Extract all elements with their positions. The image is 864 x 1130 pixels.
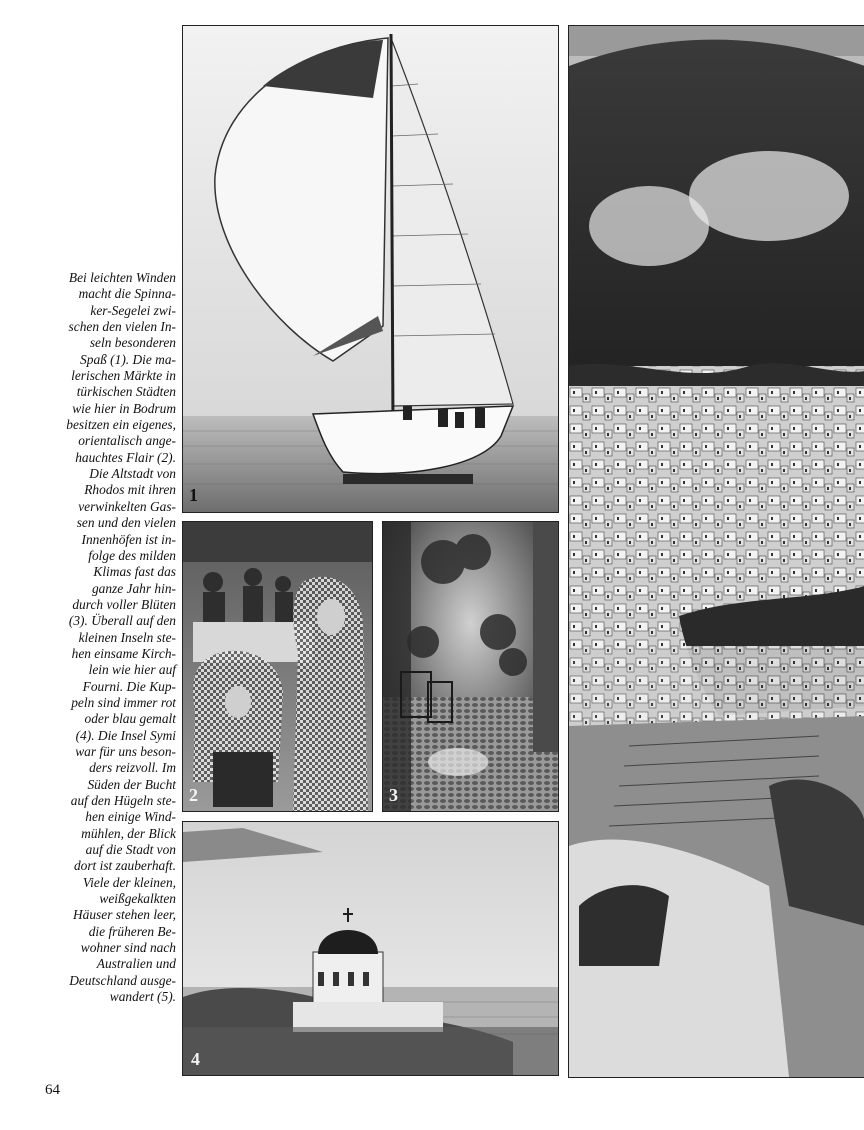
courtyard-image — [383, 522, 558, 811]
chapel-image — [183, 822, 558, 1075]
caption-line: die früheren Be- — [88, 923, 176, 939]
caption-line: auf die Stadt von — [85, 842, 176, 858]
caption-line: wohner sind nach — [80, 940, 176, 956]
caption-line: Süden der Bucht — [87, 776, 176, 792]
caption-line: folge des milden — [88, 547, 176, 563]
caption-line: seln besonderen — [89, 335, 176, 351]
caption-line: oder blau gemalt — [84, 711, 176, 727]
caption-line: Innenhöfen ist in- — [81, 531, 176, 547]
caption-line: Rhodos mit ihren — [84, 482, 176, 498]
caption-line: Viele der kleinen, — [82, 874, 176, 890]
caption-line: kleinen Inseln ste- — [78, 629, 176, 645]
caption-line: ders reizvoll. Im — [89, 760, 176, 776]
caption-line: auf den Hügeln ste- — [70, 793, 176, 808]
photo-number-4: 4 — [191, 1049, 200, 1069]
caption-line: lein wie hier auf — [88, 662, 176, 678]
market-image — [183, 522, 372, 811]
page-number: 64 — [45, 1082, 60, 1098]
photo-number-3: 3 — [389, 785, 398, 805]
caption-line: hen einige Wind- — [85, 809, 176, 825]
caption-line: Fourni. Die Kup- — [82, 678, 176, 694]
caption-line: Klimas fast das — [93, 564, 176, 580]
photo-sailboat — [182, 25, 559, 513]
caption-line: ker-Segelei zwi- — [90, 302, 176, 318]
caption-line: (3). Überall auf den — [68, 613, 176, 629]
caption-line: war für uns beson- — [75, 743, 176, 759]
caption-line: peln sind immer rot — [71, 694, 176, 710]
photo-symi-town — [568, 25, 864, 1078]
caption-line: durch voller Blüten — [72, 596, 176, 612]
caption-line: orientalisch ange- — [78, 433, 176, 449]
caption-line: dort ist zauberhaft. — [73, 858, 176, 874]
caption-line: sen und den vielen — [76, 515, 176, 531]
caption-line: ganze Jahr hin- — [91, 580, 176, 596]
caption-line: schen den vielen In- — [68, 319, 176, 335]
caption-line: Die Altstadt von — [89, 466, 176, 482]
caption-line: Australien und — [96, 956, 176, 972]
caption-line: hauchtes Flair (2). — [75, 449, 176, 465]
caption-line: türkischen Städten — [76, 384, 176, 400]
photo-courtyard — [382, 521, 559, 812]
photo-chapel — [182, 821, 559, 1076]
caption-line: verwinkelten Gas- — [78, 498, 176, 514]
caption-line: besitzen ein eigenes, — [66, 417, 176, 433]
photo-number-2: 2 — [189, 785, 198, 805]
caption-line: Häuser stehen leer, — [72, 907, 176, 923]
caption-line: Spaß (1). Die ma- — [80, 351, 176, 367]
caption-line: (4). Die Insel Symi — [75, 727, 176, 743]
photo-number-1: 1 — [189, 485, 198, 505]
caption-line: mühlen, der Blick — [81, 825, 176, 841]
caption-line: wie hier in Bodrum — [72, 400, 176, 416]
caption-line: weißgekalkten — [99, 891, 176, 907]
symi-image — [569, 26, 864, 1077]
caption-line: Bei leichten Winden — [68, 270, 176, 285]
caption-line: Deutschland ausge- — [69, 972, 176, 988]
photo-caption — [18, 270, 176, 1005]
caption-line: macht die Spinna- — [78, 286, 176, 302]
caption-line: lerischen Märkte in — [71, 368, 176, 384]
photo-market — [182, 521, 373, 812]
caption-line: wandert (5). — [109, 989, 176, 1005]
sailboat-image — [183, 26, 558, 512]
caption-line: hen einsame Kirch- — [71, 645, 176, 661]
